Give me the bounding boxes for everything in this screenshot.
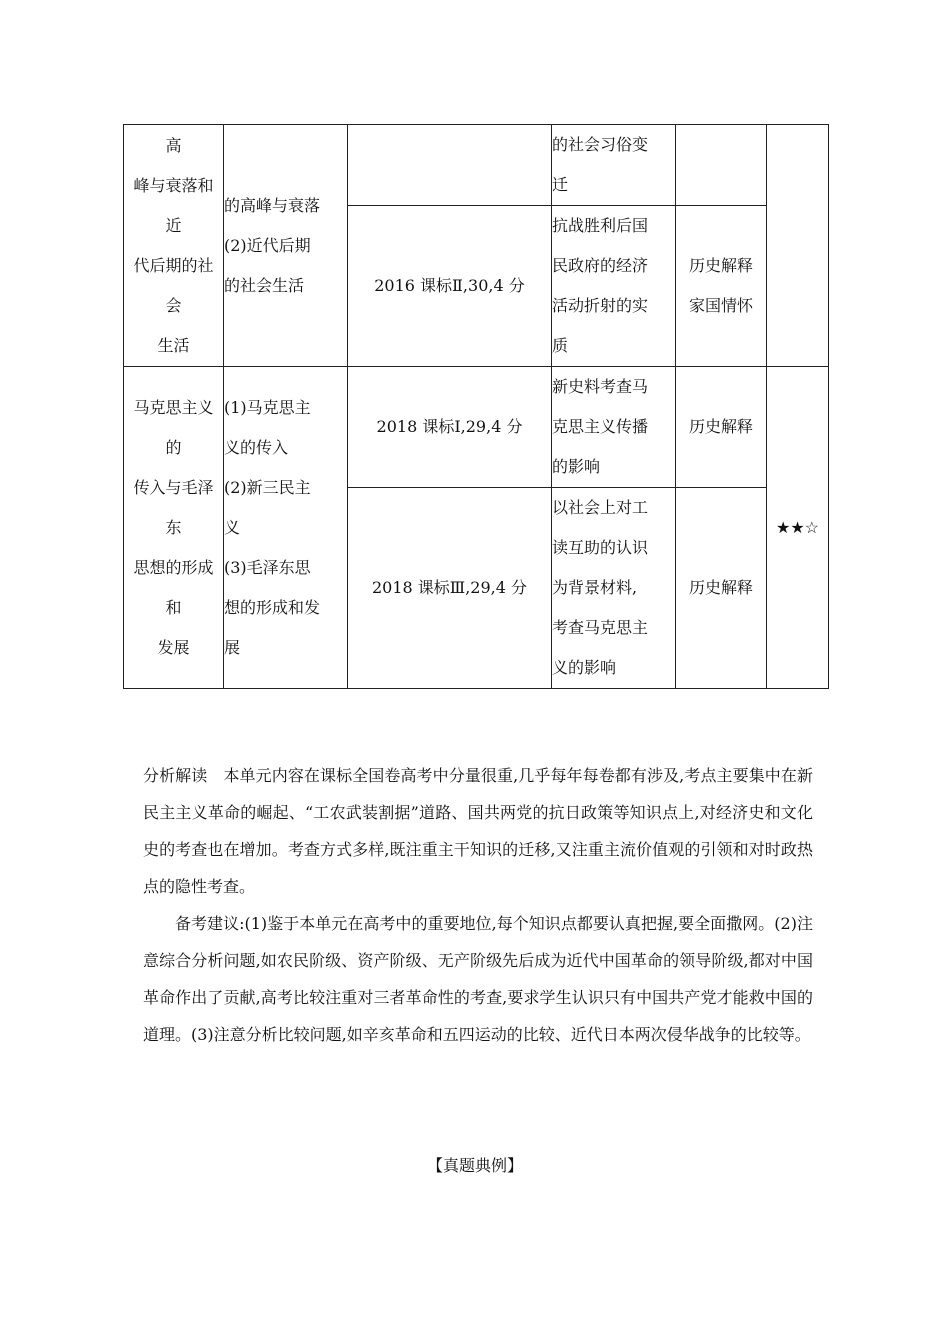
content-line: 的高峰与衰落: [224, 195, 321, 215]
content-line: 义的传入: [224, 437, 289, 457]
table-row: [124, 125, 829, 206]
ability-line: 历史解释: [688, 578, 753, 597]
point-line: 抗战胜利后国: [552, 216, 649, 235]
point-line: 质: [552, 336, 569, 355]
ability-cell: [676, 488, 767, 689]
topic-line: 代后期的社: [133, 255, 214, 275]
content-line: (3)毛泽东思: [224, 557, 311, 577]
topic-line: 高: [165, 135, 182, 155]
content-line: 展: [224, 637, 241, 657]
exam-point-cell: [552, 367, 676, 488]
difficulty-cell: [767, 125, 829, 367]
exam-cell: 2016 课标Ⅱ,30,4 分: [348, 206, 552, 367]
topic-cell: [124, 367, 224, 689]
exam-cell: [348, 125, 552, 206]
content-cell: [224, 367, 348, 689]
table-row: [124, 367, 829, 488]
topic-line: 峰与衰落和: [133, 175, 214, 195]
exam-point-cell: [552, 125, 676, 206]
topic-line: 和: [165, 597, 182, 617]
topic-line: 传入与毛泽: [133, 477, 214, 497]
ability-cell: [676, 125, 767, 206]
ability-cell: [676, 206, 767, 367]
point-line: 新史料考查马: [552, 377, 649, 396]
topic-line: 生活: [157, 335, 190, 355]
topic-line: 马克思主义: [133, 397, 214, 417]
preparation-advice-paragraph: 备考建议:(1)鉴于本单元在高考中的重要地位,每个知识点都要认真把握,要全面撒网。(2)注意综合分析问题,如农民阶级、资产阶级、无产阶级先后成为近代中国革命的领导阶级,都对中国革命作出了贡献,高考比较注重对三者革命性的考查,要求学生认识只有中国共产党才能救中国的道理。(3)注意分析比较问题,如辛亥革命和五四运动的比较、近代日本两次侵华战争的比较等。: [143, 914, 813, 1044]
section-title: 【真题典例】: [426, 1156, 523, 1175]
point-line: 活动折射的实: [552, 296, 649, 315]
point-line: 的影响: [552, 457, 601, 476]
ability-line: 历史解释: [688, 417, 753, 436]
point-line: 以社会上对工: [552, 498, 649, 517]
content-line: (2)近代后期: [224, 235, 311, 255]
analysis-section: [143, 757, 813, 1053]
content-cell: [224, 125, 348, 367]
point-line: 考查马克思主: [552, 618, 649, 637]
content-line: (1)马克思主: [224, 397, 311, 417]
point-line: 民政府的经济: [552, 256, 649, 275]
point-line: 迁: [552, 175, 569, 194]
exam-point-cell: [552, 488, 676, 689]
content-line: (2)新三民主: [224, 477, 311, 497]
content-line: 的社会生活: [224, 275, 305, 295]
topic-line: 思想的形成: [133, 557, 214, 577]
topic-line: 的: [165, 437, 182, 457]
content-line: 想的形成和发: [224, 597, 321, 617]
topic-line: 会: [165, 295, 182, 315]
topic-line: 发展: [157, 637, 190, 657]
exam-analysis-table: [123, 124, 829, 689]
topic-line: 东: [165, 517, 182, 537]
point-line: 克思主义传播: [552, 417, 649, 436]
topic-cell: [124, 125, 224, 367]
difficulty-stars: ★★☆: [767, 367, 829, 689]
point-line: 读互助的认识: [552, 538, 649, 557]
ability-line: 历史解释: [688, 256, 753, 275]
point-line: 的社会习俗变: [552, 135, 649, 154]
content-line: 义: [224, 517, 241, 537]
point-line: 为背景材料,: [552, 578, 638, 597]
exam-cell: 2018 课标Ⅲ,29,4 分: [348, 488, 552, 689]
point-line: 义的影响: [552, 658, 617, 677]
ability-line: 家国情怀: [688, 296, 753, 315]
exam-point-cell: [552, 206, 676, 367]
topic-line: 近: [165, 215, 182, 235]
exam-cell: 2018 课标Ⅰ,29,4 分: [348, 367, 552, 488]
analysis-paragraph: 分析解读 本单元内容在课标全国卷高考中分量很重,几乎每年每卷都有涉及,考点主要集中在新民主主义革命的崛起、“工农武装割据”道路、国共两党的抗日政策等知识点上,对经济史和文化史的考查也在增加。考查方式多样,既注重主干知识的迁移,又注重主流价值观的引领和对时政热点的隐性考查。: [143, 766, 813, 896]
ability-cell: [676, 367, 767, 488]
